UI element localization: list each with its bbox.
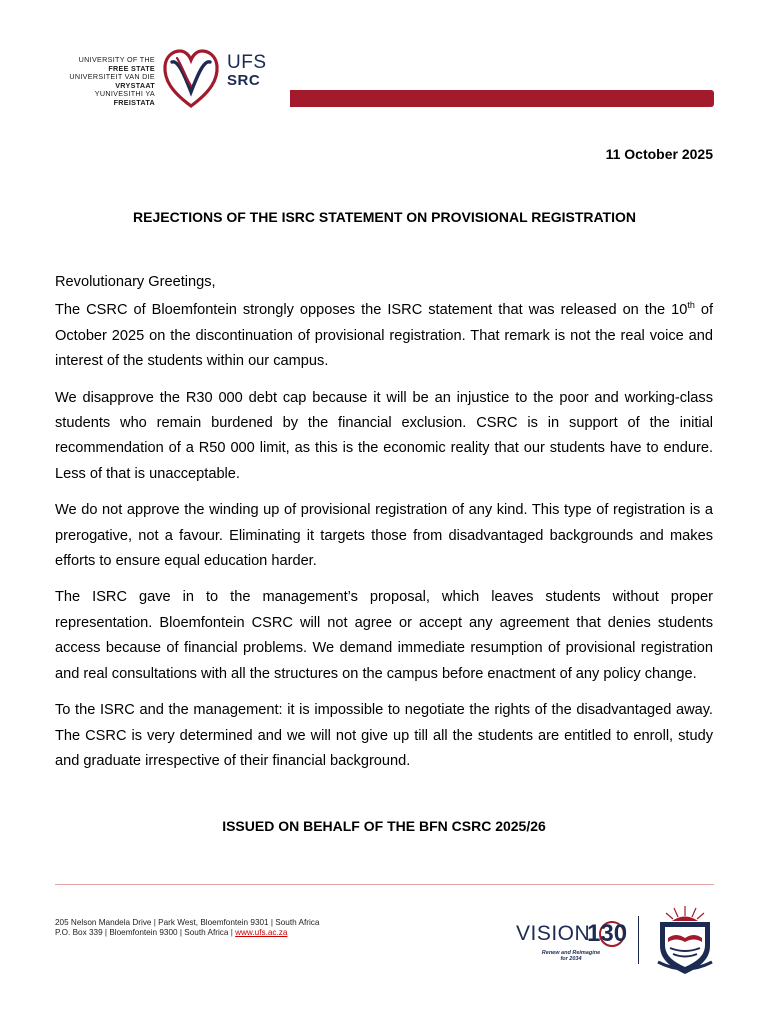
document-body: [55, 270, 713, 785]
vision-tagline-1: Renew and Reimagine: [541, 950, 601, 956]
logo-src-text: SRC: [227, 72, 261, 89]
ordinal-suffix: th: [687, 300, 695, 311]
footer-address-line-1: 205 Nelson Mandela Drive | Park West, Bloemfontein 9301 | South Africa: [55, 918, 320, 927]
ufs-src-wordmark: [227, 53, 267, 89]
vision-word: VISION: [516, 922, 591, 945]
footer-address-line-2: [55, 928, 319, 938]
paragraph-4: The ISRC gave in to the management’s proposal, which leaves students without proper representation. Bloemfontein CSRC will not agree or accept any agreement that denies students access because of financial problems. We demand immediate resumption of provisional registration and real consultations with all the structures on the campus before enactment of any policy change.: [55, 589, 713, 682]
paragraph-2: We disapprove the R30 000 debt cap because it will be an injustice to the poor and working-class students who remain burdened by the financial exclusion. CSRC is in support of the initial recommendation of a R50 000 limit, as this is the economic reality that our students have to endure. Less of that is unacceptable.: [55, 389, 713, 482]
footer-logo-divider: [638, 916, 639, 964]
paragraph-1-end: of October 2025 on the discontinuation of provisional registration. That remark is not the real voice and interest of the students within our campus.: [55, 302, 713, 370]
footer-address: [55, 918, 319, 938]
vision-130-logo: [516, 918, 628, 964]
paragraph-5: To the ISRC and the management: it is impossible to negotiate the rights of the disadvantaged away. The CSRC is very determined and we will not give up till all the students are entitled to enroll, study and graduate irrespective of their financial background.: [55, 702, 713, 769]
header-accent-bar: [290, 90, 714, 107]
vision-number: 130: [587, 920, 628, 947]
university-name-line-1: UNIVERSITY OF THE: [78, 55, 155, 64]
greeting: Revolutionary Greetings,: [55, 274, 216, 290]
paragraph-1-start: The CSRC of Bloemfontein strongly opposes the ISRC statement that was released on the 10: [55, 302, 688, 319]
university-name-block: [50, 56, 155, 108]
ufs-heart-logo-icon: [160, 48, 222, 110]
footer-address-line-2-text: P.O. Box 339 | Bloemfontein 9300 | South Africa |: [55, 928, 236, 937]
university-name-line-5: YUNIVESITHI YA: [94, 89, 155, 99]
paragraph-3: We do not approve the winding up of provisional registration of any kind. This type of registration is a prerogative, not a favour. Eliminating it targets those from disadvantaged backgrounds and makes efforts to ensure equal education harder.: [55, 502, 713, 570]
document-title: REJECTIONS OF THE ISRC STATEMENT ON PROVISIONAL REGISTRATION: [133, 209, 636, 225]
university-name-line-4: VRYSTAAT: [115, 80, 155, 90]
paragraph-1: [55, 298, 713, 374]
issued-on-behalf-line: ISSUED ON BEHALF OF THE BFN CSRC 2025/26: [222, 818, 546, 834]
vision-tagline: [536, 950, 606, 962]
vision-tagline-2: for 2034: [560, 956, 582, 962]
document-date: 11 October 2025: [605, 146, 713, 162]
website-link[interactable]: www.ufs.ac.za: [235, 928, 288, 937]
university-name-line-2: FREE STATE: [108, 63, 155, 73]
university-name-line-3: UNIVERSITEIT VAN DIE: [69, 72, 155, 82]
university-name-line-6: FREISTATA: [113, 97, 155, 107]
ufs-crest-icon: [654, 904, 716, 976]
footer-divider: [55, 884, 714, 885]
logo-ufs-text: UFS: [227, 52, 267, 73]
